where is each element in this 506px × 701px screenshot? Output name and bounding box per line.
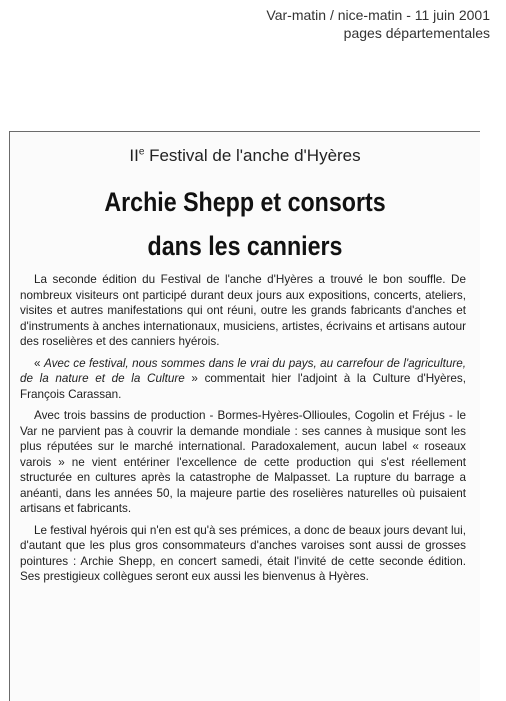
- headline-line-1: Archie Shepp et consorts: [104, 187, 386, 217]
- quote-attribution: » commentait hier l'adjoint à la Culture d'Hyères, François Carassan.: [20, 372, 466, 401]
- paragraph-production: Avec trois bassins de production - Bormes-Hyères-Ollioules, Cogolin et Fréjus - le Var ne parvient pas à couvrir la demande mondiale : ses cannes à musique sont les plus réputées sur le marché international. Paradoxalement, aucun label « roseaux varois » ne vient entériner l'excellence de cette production qui s'est réellement structurée en cultures après la catastrophe de Malpasset. La rupture du barrage a anéanti, dans les années 50, la majeure partie des roselières naturelles où puisaient artisans et fabricants.: [20, 409, 466, 515]
- kicker-festival-name: Festival de l'anche d'Hyères: [144, 146, 361, 165]
- source-header: [266, 6, 490, 42]
- newspaper-clipping: [9, 131, 480, 701]
- article-kicker: [10, 146, 480, 166]
- headline-line-2: dans les canniers: [147, 231, 343, 261]
- paragraph-quote: [20, 356, 466, 403]
- source-publication-date: Var-matin / nice-matin - 11 juin 2001: [266, 7, 490, 23]
- kicker-ordinal-suffix: e: [138, 146, 145, 158]
- article-body: [20, 272, 466, 591]
- quote-italic-text: Avec ce festival, nous sommes dans le vrai du pays, au carrefour de l'agriculture, de la nature et de la Culture: [20, 356, 467, 385]
- source-section: pages départementales: [343, 25, 490, 41]
- kicker-ordinal: II: [129, 146, 139, 165]
- quote-open-mark: «: [34, 356, 44, 370]
- article-headline: [43, 180, 447, 268]
- paragraph-conclusion: Le festival hyérois qui n'en est qu'à ses prémices, a donc de beaux jours devant lui, d'autant que les plus gros consommateurs d'anches varoises sont aussi de grosses pointures : Archie Shepp, en concert samedi, était l'invité de cette seconde édition. Ses prestigieux collègues seront eux aussi les bienvenus à Hyères.: [20, 523, 466, 583]
- paragraph-intro: La seconde édition du Festival de l'anche d'Hyères a trouvé le bon souffle. De nombreux visiteurs ont participé durant deux jours aux expositions, concerts, ateliers, visites et autres manifestations qui ont réuni, outre les grands fabricants d'anches et d'instruments à anches internationaux, musiciens, artistes, écrivains et artisans autour des roselières et des canniers hyérois.: [20, 273, 466, 348]
